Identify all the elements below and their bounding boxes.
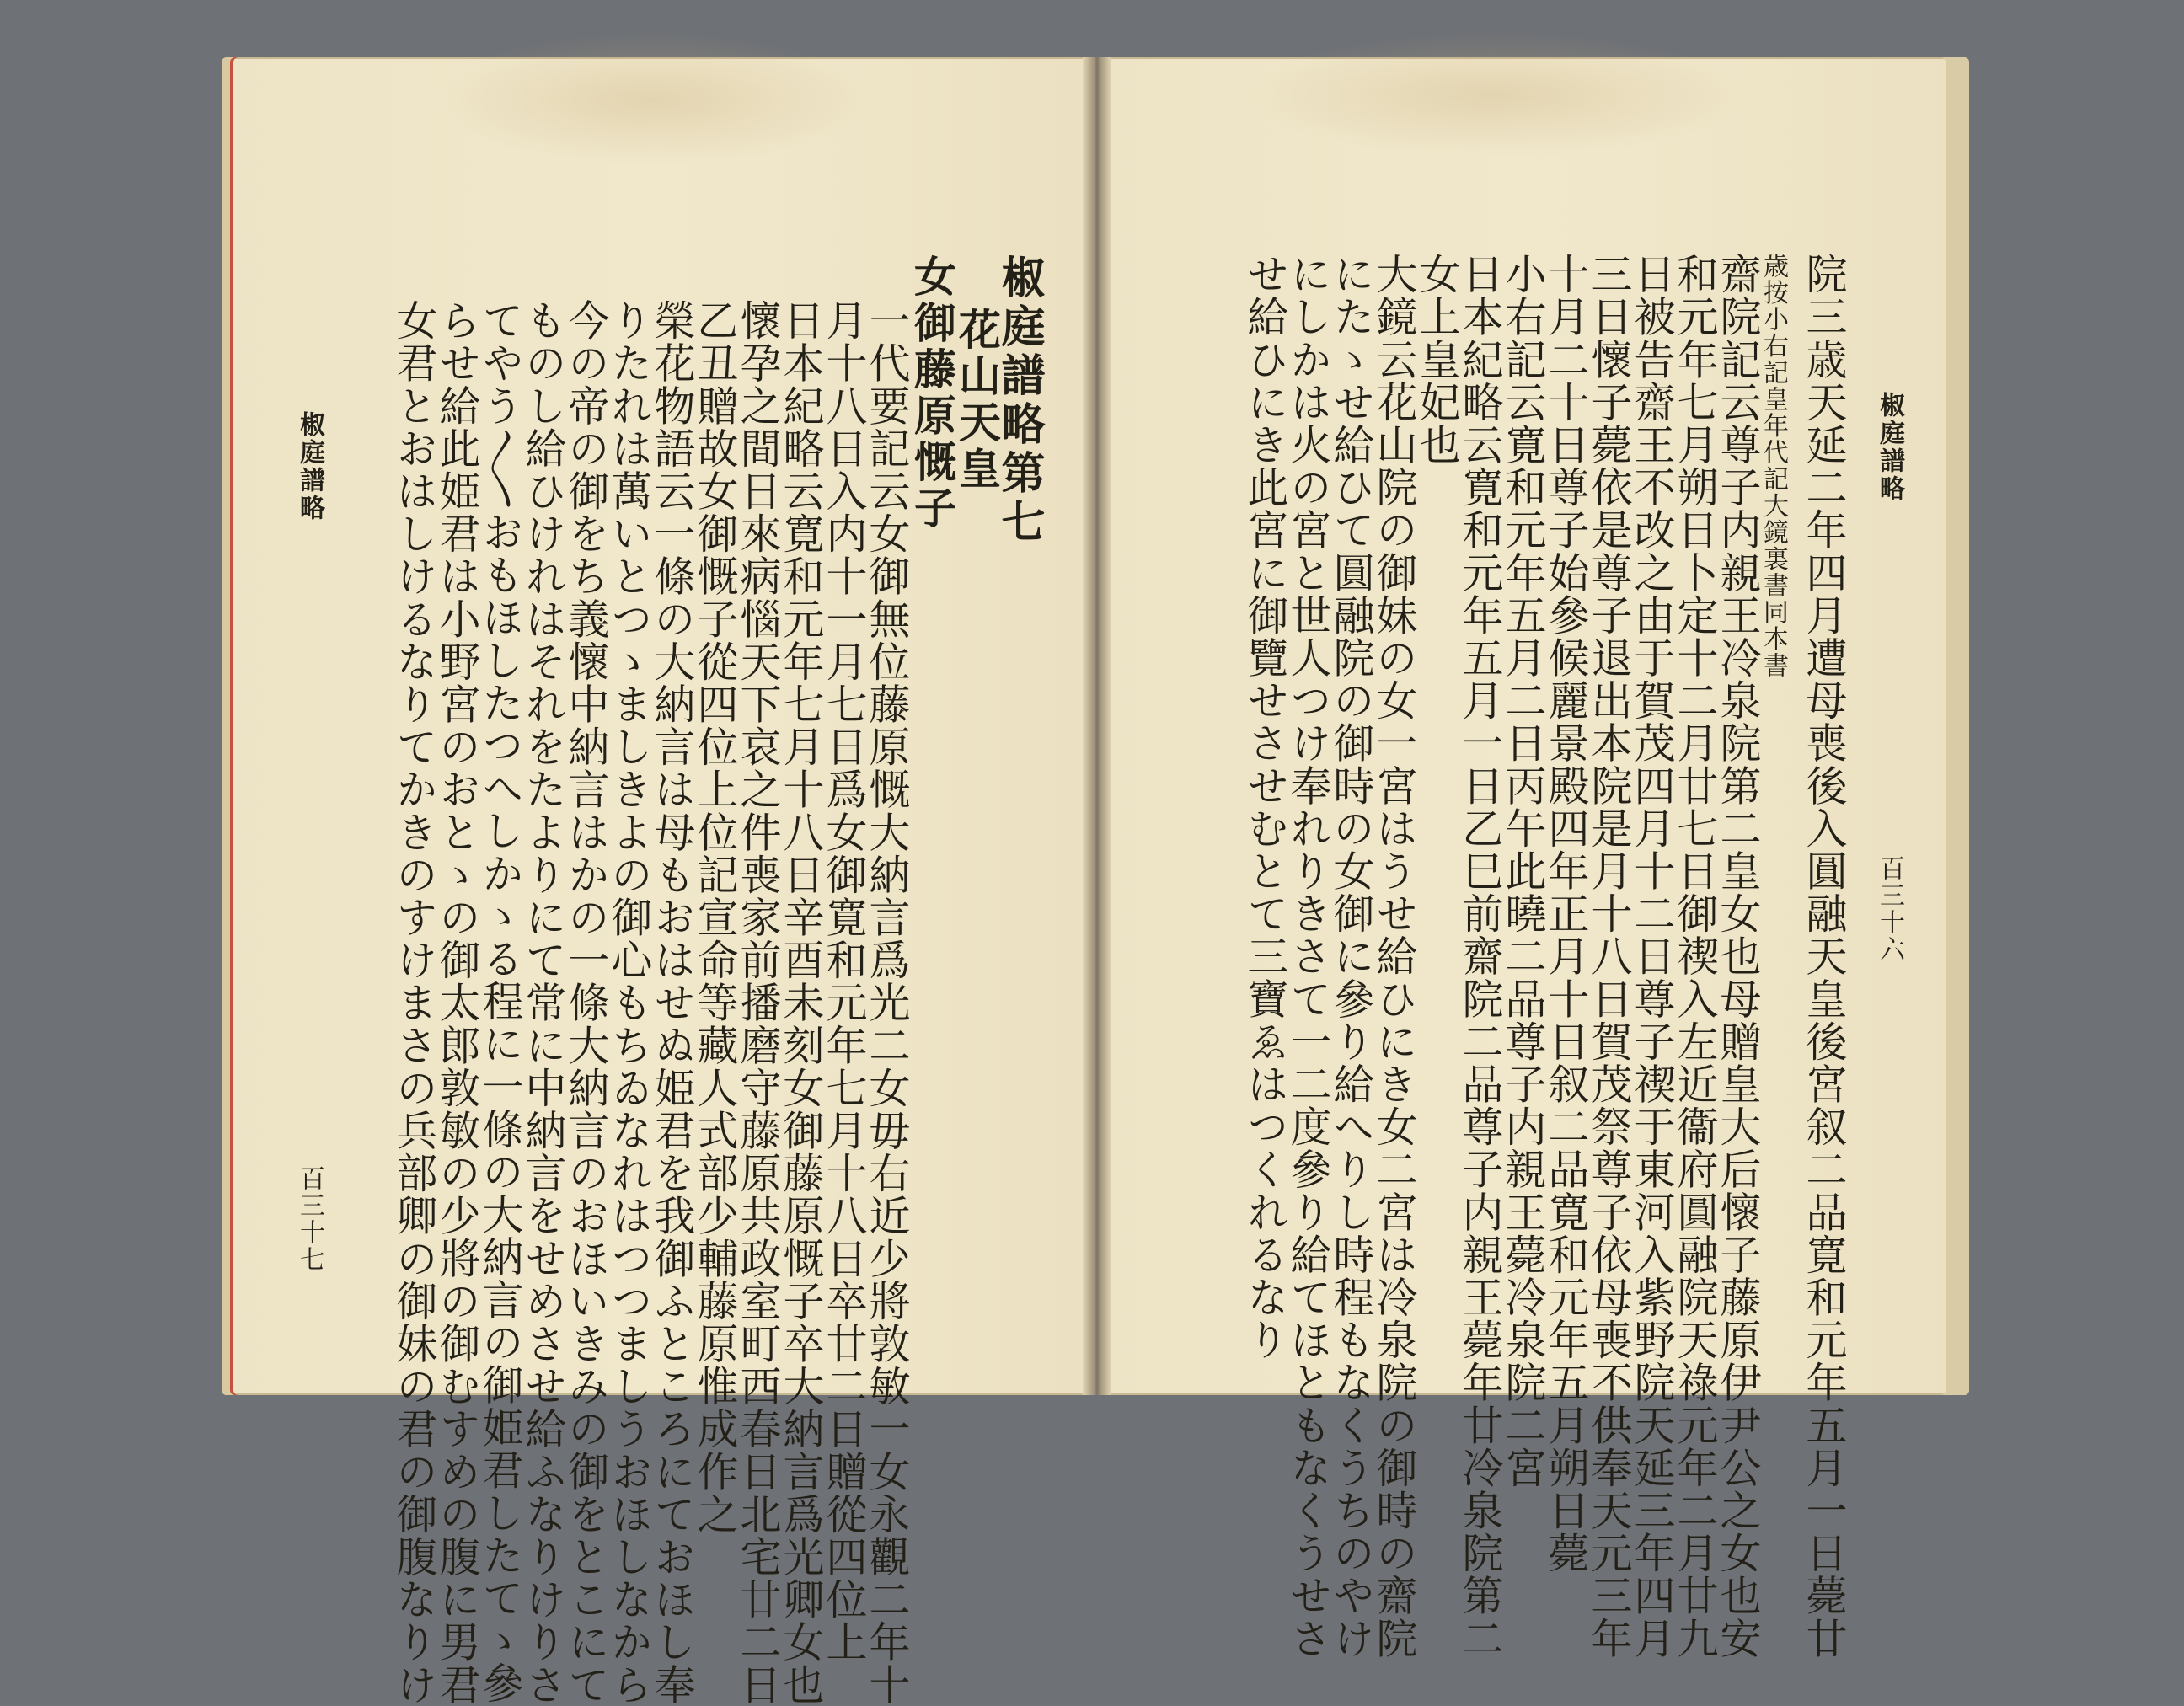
right-text-line: 大鏡云花山院の御妹の女一宮はうせ給ひにき女二宮は冷泉院の御時の齋院 xyxy=(1370,253,1418,1660)
left-text-line: 今の帝の御をち義懷中納言はかの一條大納言のおほいきみの御をとこにて xyxy=(562,299,610,1706)
left-text-line: 懷孕之間日來病惱天下哀之件喪家前播磨守藤原共政室町西春日北宅廿二日 xyxy=(734,299,782,1706)
right-running-header: 椒庭譜略 xyxy=(1875,392,1904,503)
right-text-line: 歳按小右記皇年代記大鏡裏書同本書 xyxy=(1758,253,1788,679)
left-text-line: りたれは萬いとつゝましきよの御心もちゐなれはつつましうおほしなから xyxy=(605,299,653,1706)
left-text-line: てやう〳〵おもほしたつへしかゝる程に一條の大納言の御姫君したてゝ參 xyxy=(476,299,524,1705)
left-page-number: 百三十七 xyxy=(295,1165,324,1273)
chapter-title: 椒庭譜略第七 xyxy=(993,254,1045,548)
right-text-line: 小右記云寛和元年五月二日丙午此曉二品尊子内親王薨冷泉院二宮 xyxy=(1499,253,1547,1489)
emperor-heading: 花山天皇 xyxy=(952,308,1002,493)
right-text-line: 日本紀略云寛和元年五月一日乙巳前齋院二品尊子内親王薨年廿冷泉院第二 xyxy=(1456,253,1504,1660)
left-text-line: らせ給此姫君は小野宮のおとゝの御太郎敦敏の少將の御むすめの腹に男君 xyxy=(433,299,481,1706)
right-text-line: 日被告齋王不改之由于賀茂四月十二日尊子禊于東河入紫野院天延三年四月 xyxy=(1628,253,1676,1660)
right-page-number: 百三十六 xyxy=(1875,855,1904,963)
right-text-line: 和元年七月朔日卜定十二月廿七日御禊入左近衞府圓融院天祿元年二月廿九 xyxy=(1671,253,1719,1660)
left-text-line: 月十八日入内十一月七日爲女御寛和元年七月十八日卒廿二日贈從四位上 xyxy=(820,299,868,1664)
left-text-line: 乙丑贈故女御慨子從四位上位記宣命等藏人式部少輔藤原惟成作之 xyxy=(691,299,739,1536)
left-text-line: 一代要記云女御無位藤原慨大納言爲光二女毋右近少將敦敏一女永觀二年十 xyxy=(863,299,911,1706)
left-text-line: 女君とおはしけるなりてかきのすけまさの兵部卿の御妹の君の御腹なりけ xyxy=(390,299,438,1706)
right-text-line: 三日懷子薨依是尊子退出本院是月十八日賀茂祭尊子依母喪不供奉天元三年 xyxy=(1585,253,1633,1660)
right-text-line: 齋院記云尊子内親王冷泉院第二皇女也母贈皇大后懷子藤原伊尹公之女也安 xyxy=(1714,253,1762,1660)
right-text-line: 女上皇妃也 xyxy=(1413,253,1461,466)
right-text-line: にしかは火の宮と世人つけ奉れりきさて一二度參り給てほともなくうせさ xyxy=(1284,253,1332,1660)
right-text-line: せ給ひにき此宮に御覽せさせむとて三寶ゑはつくれるなり xyxy=(1241,253,1289,1361)
left-running-header: 椒庭譜略 xyxy=(295,411,324,522)
consort-heading: 女御藤原慨子 xyxy=(907,254,957,532)
right-text-line: にたゝせ給ひて圓融院の御時の女御に參り給へりし時程もなくうちのやけ xyxy=(1327,253,1375,1660)
book-gutter xyxy=(1083,57,1111,1395)
right-text-line: 院三歳天延二年四月遭母喪後入圓融天皇後宮叙二品寛和元年五月一日薨廿 xyxy=(1800,253,1848,1660)
right-text-line: 十月二十日尊子始參候麗景殿四年正月十日叙二品寛和元年五月朔日薨 xyxy=(1542,253,1590,1575)
left-text-line: ものし給ひけれはそれをたよりにて常に中納言をせめさせ給ふなりけりさ xyxy=(519,299,567,1706)
left-text-line: 榮花物語云一條の大納言は母もおはせぬ姫君を我御ふところにておほし奉 xyxy=(648,299,696,1706)
left-text-line: 日本紀略云寛和元年七月十八日辛酉未刻女御藤原慨子卒大納言爲光卿女也 xyxy=(777,299,825,1706)
